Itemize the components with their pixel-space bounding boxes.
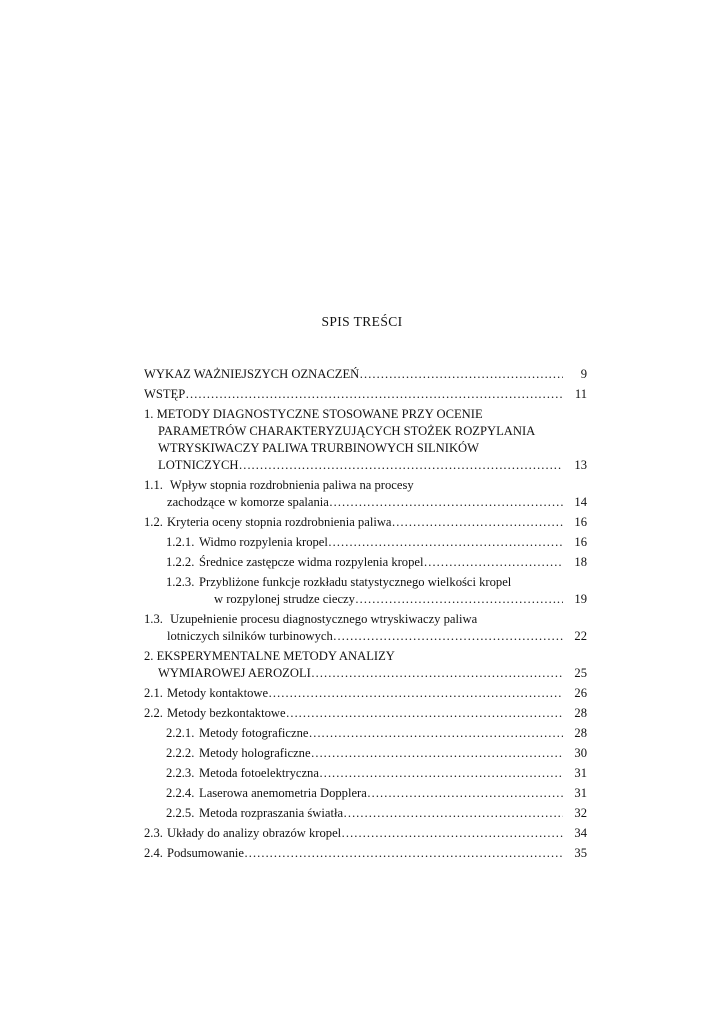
toc-entry-number: 1.1. xyxy=(144,478,163,492)
toc-leader-dots xyxy=(392,514,563,531)
toc-entry xyxy=(144,534,587,551)
toc-entry-title: WYKAZ WAŻNIEJSZYCH OZNACZEŃ xyxy=(144,367,360,381)
toc-page-number: 26 xyxy=(574,686,587,700)
toc-entry-title: Wpływ stopnia rozdrobnienia paliwa na procesy xyxy=(169,478,414,492)
toc-leader-dots xyxy=(424,554,564,571)
toc-page-number: 19 xyxy=(574,592,587,606)
toc-entry xyxy=(144,745,587,762)
toc-entry xyxy=(144,725,587,742)
toc-leader-dots xyxy=(333,628,563,645)
toc-entry-title: WSTĘP xyxy=(144,387,186,401)
toc-entry xyxy=(144,514,587,531)
toc-leader-dots xyxy=(328,534,563,551)
toc-page-number: 32 xyxy=(574,806,587,820)
toc-entry-title: Metody fotograficzne xyxy=(199,726,309,740)
toc-leader-dots xyxy=(355,591,563,608)
toc-entry xyxy=(144,574,587,608)
toc-leader-dots xyxy=(185,386,563,403)
toc-entry-title: Przybliżone funkcje rozkładu statystycznego wielkości kropel xyxy=(199,575,512,589)
toc-leader-dots xyxy=(308,725,563,742)
toc-page-number: 11 xyxy=(574,387,587,401)
toc-page-number: 31 xyxy=(574,766,587,780)
toc-entry-title: PARAMETRÓW CHARAKTERYZUJĄCYCH STOŻEK ROZPYLANIA xyxy=(158,424,536,438)
toc-entry-title: lotniczych silników turbinowych xyxy=(167,629,333,643)
table-of-contents xyxy=(144,366,587,865)
toc-entry-number: 2.2. xyxy=(144,706,163,720)
toc-entry-number: 2.4. xyxy=(144,846,163,860)
toc-page-number: 34 xyxy=(574,826,587,840)
toc-entry xyxy=(144,406,587,474)
toc-page-number: 18 xyxy=(574,555,587,569)
toc-page-number: 28 xyxy=(574,726,587,740)
toc-page-number: 35 xyxy=(574,846,587,860)
toc-entry xyxy=(144,648,587,682)
toc-entry-title: Kryteria oceny stopnia rozdrobnienia paliwa xyxy=(167,515,392,529)
toc-entry-title: Widmo rozpylenia kropel xyxy=(199,535,328,549)
toc-entry xyxy=(144,785,587,802)
toc-entry xyxy=(144,825,587,842)
toc-entry-title: zachodzące w komorze spalania xyxy=(167,495,329,509)
toc-page-number: 25 xyxy=(574,666,587,680)
toc-entry-title: Podsumowanie xyxy=(167,846,244,860)
toc-entry-number: 1.3. xyxy=(144,612,163,626)
toc-entry-title: w rozpylonej strudze cieczy xyxy=(214,592,355,606)
toc-entry xyxy=(144,685,587,702)
toc-entry-number: 1.2.2. xyxy=(166,555,195,569)
toc-page-number: 16 xyxy=(574,535,587,549)
toc-leader-dots xyxy=(286,705,563,722)
toc-entry-number: 1.2. xyxy=(144,515,163,529)
toc-entry-number: 2. xyxy=(144,649,154,663)
toc-entry xyxy=(144,845,587,862)
toc-entry xyxy=(144,611,587,645)
toc-entry-number: 2.2.2. xyxy=(166,746,195,760)
toc-leader-dots xyxy=(311,665,563,682)
toc-entry xyxy=(144,554,587,571)
toc-entry-number: 2.3. xyxy=(144,826,163,840)
toc-leader-dots xyxy=(359,366,563,383)
toc-entry-number: 1.2.3. xyxy=(166,575,195,589)
toc-entry-number: 2.1. xyxy=(144,686,163,700)
toc-page-number: 16 xyxy=(574,515,587,529)
page-title: SPIS TREŚCI xyxy=(321,314,403,329)
toc-page-number: 28 xyxy=(574,706,587,720)
toc-entry-title: Układy do analizy obrazów kropel xyxy=(167,826,342,840)
toc-entry-title: Laserowa anemometria Dopplera xyxy=(199,786,367,800)
toc-entry-title: Metoda fotoelektryczna xyxy=(199,766,319,780)
toc-entry-number: 2.2.1. xyxy=(166,726,195,740)
toc-entry xyxy=(144,366,587,383)
toc-entry-title: METODY DIAGNOSTYCZNE STOSOWANE PRZY OCENIE xyxy=(156,407,483,421)
toc-entry-title: WYMIAROWEJ AEROZOLI xyxy=(158,666,311,680)
toc-entry-number: 2.2.5. xyxy=(166,806,195,820)
toc-leader-dots xyxy=(244,845,563,862)
toc-entry xyxy=(144,386,587,403)
toc-leader-dots xyxy=(311,745,563,762)
toc-leader-dots xyxy=(268,685,563,702)
toc-page-number: 31 xyxy=(574,786,587,800)
toc-entry-title: Metody bezkontaktowe xyxy=(167,706,286,720)
toc-leader-dots xyxy=(343,805,563,822)
toc-entry xyxy=(144,705,587,722)
toc-entry-number: 2.2.3. xyxy=(166,766,195,780)
toc-page-number: 30 xyxy=(574,746,587,760)
toc-entry xyxy=(144,477,587,511)
toc-leader-dots xyxy=(319,765,563,782)
toc-entry-title: WTRYSKIWACZY PALIWA TRURBINOWYCH SILNIKÓW xyxy=(158,441,480,455)
toc-leader-dots xyxy=(329,494,563,511)
toc-page-number: 9 xyxy=(580,367,587,381)
toc-page-number: 13 xyxy=(574,458,587,472)
toc-entry xyxy=(144,765,587,782)
toc-entry-title: LOTNICZYCH xyxy=(158,458,239,472)
toc-entry-number: 1.2.1. xyxy=(166,535,195,549)
toc-page-number: 22 xyxy=(574,629,587,643)
toc-entry xyxy=(144,805,587,822)
toc-leader-dots xyxy=(341,825,563,842)
toc-entry-number: 1. xyxy=(144,407,154,421)
toc-leader-dots xyxy=(367,785,563,802)
toc-page-number: 14 xyxy=(574,495,587,509)
toc-entry-title: Uzupełnienie procesu diagnostycznego wtryskiwaczy paliwa xyxy=(170,612,478,626)
toc-entry-title: EKSPERYMENTALNE METODY ANALIZY xyxy=(156,649,395,663)
toc-entry-title: Średnice zastępcze widma rozpylenia kropel xyxy=(199,555,424,569)
toc-entry-title: Metoda rozpraszania światła xyxy=(199,806,344,820)
toc-entry-title: Metody kontaktowe xyxy=(167,686,269,700)
toc-leader-dots xyxy=(238,457,563,474)
toc-entry-number: 2.2.4. xyxy=(166,786,195,800)
toc-entry-title: Metody holograficzne xyxy=(199,746,311,760)
